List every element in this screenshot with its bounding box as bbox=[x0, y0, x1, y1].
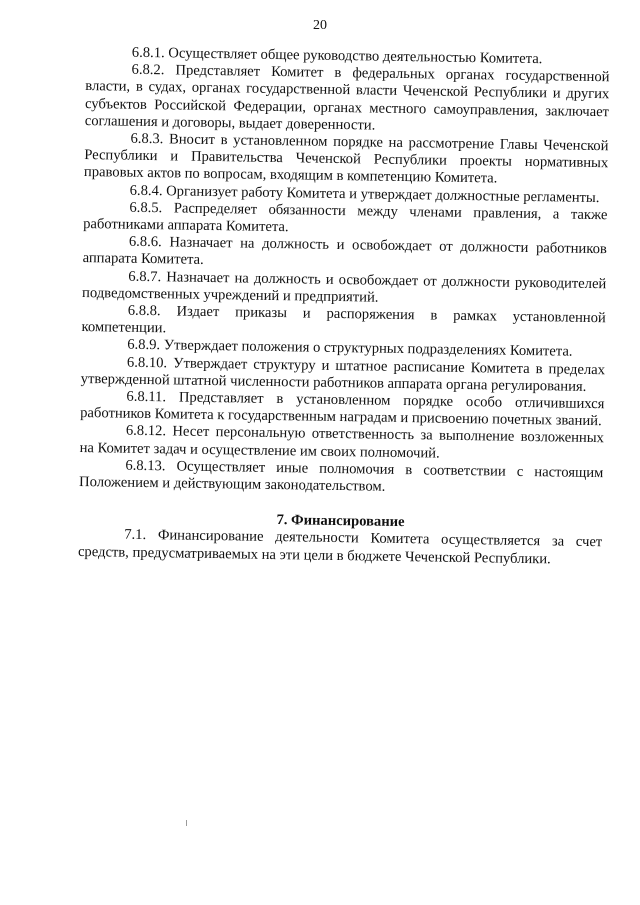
clause-6-8-3: 6.8.3. Вносит в установленном порядке на рассмотрение Главы Чеченской Республики и Правительства Чеченской Республики проекты нормативных правовых актов по вопросам, входящим в компетенцию Комитета. bbox=[83, 130, 609, 187]
clause-6-8-1: 6.8.1. Осуществляет общее руководство деятельностью Комитета. bbox=[131, 44, 543, 68]
clause-6-8-7: 6.8.7. Назначает на должность и освобождает от должности руководителей подведомственных учреждений и предприятий. bbox=[81, 268, 607, 306]
page-number: 20 bbox=[313, 18, 327, 33]
clause-6-8-12: 6.8.12. Несет персональную ответственность за выполнение возложенных на Комитет задач и осуществление им своих полномочий. bbox=[79, 423, 604, 462]
document-body bbox=[78, 44, 610, 569]
clause-6-8-6: 6.8.6. Назначает на должность и освобождает от должности работников аппарата Комитета. bbox=[82, 233, 607, 269]
clause-7-1: 7.1. Финансирование деятельности Комитета осуществляется за счет средств, предусматриваемых на эти цели в бюджете Чеченской Республики. bbox=[77, 527, 603, 568]
clause-6-8-11: 6.8.11. Представляет в установленном порядке особо отличившихся работников Комитета к государственным наградам и присвоению почетных званий. bbox=[80, 388, 605, 430]
clause-6-8-4: 6.8.4. Организует работу Комитета и утверждает должностные регламенты. bbox=[129, 182, 600, 206]
clause-6-8-13: 6.8.13. Осуществляет иные полномочия в соответствии с настоящим Положением и действующим законодательством. bbox=[78, 457, 604, 495]
scan-speck bbox=[186, 820, 187, 826]
clause-6-8-9: 6.8.9. Утверждает положения о структурных подразделениях Комитета. bbox=[127, 337, 573, 361]
section-heading: 7. Финансирование bbox=[276, 512, 405, 531]
clause-6-8-5: 6.8.5. Распределяет обязанности между членами правления, а также работниками аппарата Комитета. bbox=[83, 199, 608, 236]
clause-6-8-2: 6.8.2. Представляет Комитет в федеральных органах государственной власти, в судах, органах государственной власти Чеченской Республики и других субъектов Российской Федерации, органах местного самоуправления, заключает соглашения и договоры, выдает доверенности. bbox=[84, 61, 610, 134]
clause-6-8-10: 6.8.10. Утверждает структуру и штатное расписание Комитета в пределах утвержденной штатной численности работников аппарата органа регулирования. bbox=[80, 354, 606, 395]
clause-6-8-8: 6.8.8. Издает приказы и распоряжения в рамках установленной компетенции. bbox=[81, 302, 606, 337]
